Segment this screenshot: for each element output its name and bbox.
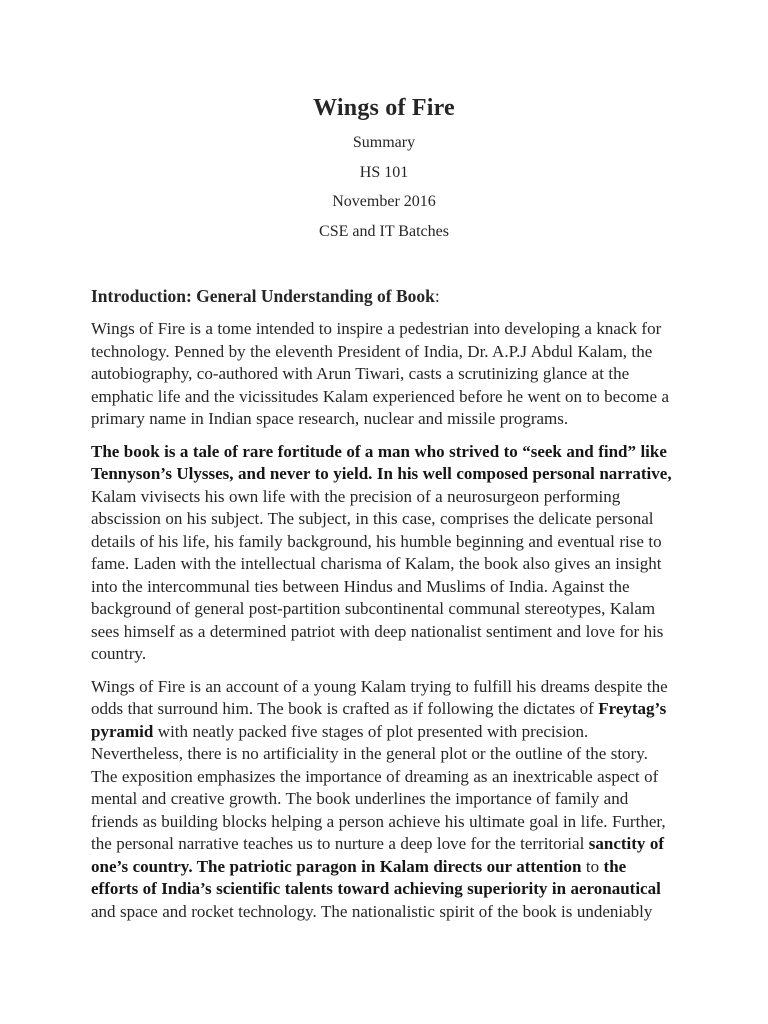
section-heading <box>91 284 677 308</box>
paragraph <box>91 441 677 666</box>
text-run: Wings of Fire is a tome intended to inspire a pedestrian into developing a knack for technology. Penned by the eleventh President of India, Dr. A.P.J Abdul Kalam, the autobiography, co-authored with Arun Tiwari, casts a scrutinizing glance at the emphatic life and the vicissitudes Kalam experienced before he went on to become a primary name in Indian space research, nuclear and missile programs. <box>91 319 670 429</box>
text-run: The book is a tale of rare fortitude of a man who strived to “seek and find” like Tennyson’s Ulysses, and never to yield. In his well composed personal narrative, <box>91 441 672 484</box>
section-heading-colon: : <box>434 286 440 307</box>
text-run: with neatly packed five stages of plot presented with precision. Nevertheless, there is no artificiality in the general plot or the outline of the story. The exposition emphasizes the importance of dreaming as an inextricable aspect of mental and creative growth. The book underlines the importance of family and friends as building blocks helping a person achieve his ultimate goal in life. Further, the personal narrative teaches us to nurture a deep love for the territorial <box>91 721 666 854</box>
subtitle-line: November 2016 <box>332 193 436 211</box>
text-run: sanctity of one’s country. The patriotic paragon in Kalam directs our attention <box>91 834 665 876</box>
document-title: Wings of Fire <box>313 95 455 121</box>
text-run: and space and rocket technology. The nationalistic spirit of the book is undeniably <box>91 901 653 921</box>
text-run: Freytag’s pyramid <box>91 699 667 741</box>
paragraph <box>91 676 677 924</box>
paragraph <box>91 318 677 431</box>
section-heading-text: Introduction: General Understanding of Book <box>91 286 435 307</box>
text-run: Kalam vivisects his own life with the precision of a neurosurgeon performing abscission on his subject. The subject, in this case, comprises the delicate personal details of his life, his family background, his humble beginning and eventual rise to fame. Laden with the intellectual charisma of Kalam, the book also gives an insight into the intercommunal ties between Hindus and Muslims of India. Against the background of general post-partition subcontinental communal stereotypes, Kalam sees himself as a determined patriot with deep nationalist sentiment and love for his country. <box>91 486 664 664</box>
subtitle-line: HS 101 <box>359 163 409 181</box>
body-paragraphs <box>91 318 677 923</box>
text-run: the efforts of India’s scientific talents toward achieving superiority in aeronautical <box>91 856 661 899</box>
text-run: to <box>581 856 604 876</box>
subtitle-line: CSE and IT Batches <box>319 222 449 240</box>
title-subtitle-block <box>91 128 677 246</box>
subtitle-line: Summary <box>352 134 416 151</box>
text-run: Wings of Fire is an account of a young Kalam trying to fulfill his dreams despite the odds that surround him. The book is crafted as if following the dictates of <box>91 676 668 719</box>
